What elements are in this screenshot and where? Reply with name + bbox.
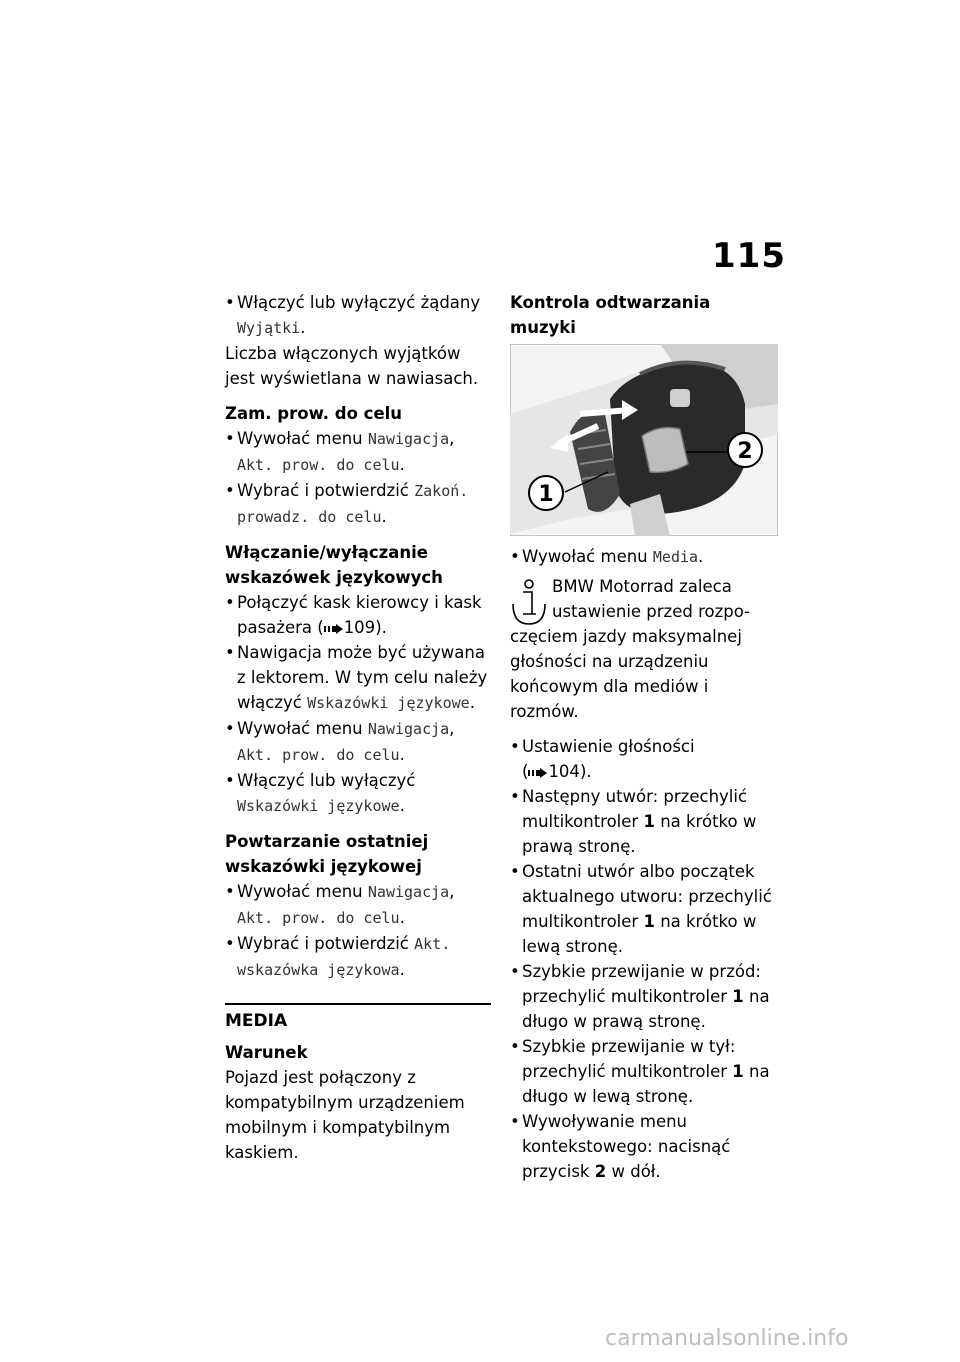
chapter-heading: MEDIA: [225, 1011, 288, 1031]
list-item: • Połączyć kask kierowcy i kask pasażera ( 109).: [225, 590, 491, 640]
callout-label-1: 1: [538, 482, 554, 507]
left-column: [225, 290, 491, 1165]
right-column: [510, 290, 780, 1184]
list-item: • Wybrać i potwierdzić Zakoń. prowadz. do celu.: [225, 478, 491, 530]
info-icon: [510, 576, 548, 628]
list-item: • Szybkie przewijanie w przód: przechylić multikontroler 1 na długo w prawą stronę.: [510, 959, 780, 1034]
subheading: Warunek: [225, 1043, 308, 1062]
section-divider: [225, 1003, 491, 1005]
page-number: 115: [712, 236, 786, 276]
list-item: • Ustawienie głośności ( 104).: [510, 734, 780, 784]
page-reference-arrow-icon: [324, 624, 344, 634]
paragraph: Pojazd jest połączony z kompatybilnym urządzeniem mobilnym i kompatybilnym kaskiem.: [225, 1068, 465, 1162]
list-item: • Wywołać menu Nawigacja, Akt. prow. do celu.: [225, 879, 491, 931]
handlebar-controls-illustration: [510, 344, 778, 536]
list-item: • Wybrać i potwierdzić Akt. wskazówka językowa.: [225, 931, 491, 983]
page-reference-arrow-icon: [528, 768, 548, 778]
list-item: • Włączyć lub wyłączyć Wskazówki językowe.: [225, 768, 491, 819]
list-item: • Wywołać menu Media.: [510, 544, 780, 570]
list-item: • Wywołać menu Nawigacja, Akt. prow. do celu.: [225, 426, 491, 478]
menu-item-text: Wyjątki: [237, 319, 301, 337]
list-item: • Wywoływanie menu kontekstowego: nacisnąć przycisk 2 w dół.: [510, 1109, 780, 1184]
list-item: • Nawigacja może być używana z lektorem. W tym celu należy włączyć Wskazówki językowe.: [225, 640, 491, 716]
list-item: • Włączyć lub wyłączyć żądany Wyjątki.: [225, 290, 491, 341]
list-item: • Ostatni utwór albo początek aktualnego utworu: przechylić multikontroler 1 na krótko w lewą stronę.: [510, 859, 780, 959]
section-heading: Włączanie/wyłączanie wskazówek językowych: [225, 543, 443, 587]
section-heading: Powtarzanie ostatniej wskazówki językowej: [225, 832, 429, 876]
list-item: • Szybkie przewijanie w tył: przechylić multikontroler 1 na długo w lewą stronę.: [510, 1034, 780, 1109]
paragraph: Liczba włączonych wyjątków jest wyświetlana w nawiasach.: [225, 344, 479, 388]
list-item: • Wywołać menu Nawigacja, Akt. prow. do celu.: [225, 716, 491, 768]
section-heading: Zam. prow. do celu: [225, 404, 403, 423]
watermark: carmanualsonline.info: [605, 1326, 849, 1351]
section-heading: Kontrola odtwarzania muzyki: [510, 293, 711, 337]
info-note: BMW Motorrad zaleca ustawienie przed rozpo- częciem jazdy maksymalnej głośności na urządzeniu końcowym dla mediów i rozmów.: [510, 577, 751, 721]
list-item: • Następny utwór: przechylić multikontroler 1 na krótko w prawą stronę.: [510, 784, 780, 859]
callout-label-2: 2: [737, 439, 753, 464]
